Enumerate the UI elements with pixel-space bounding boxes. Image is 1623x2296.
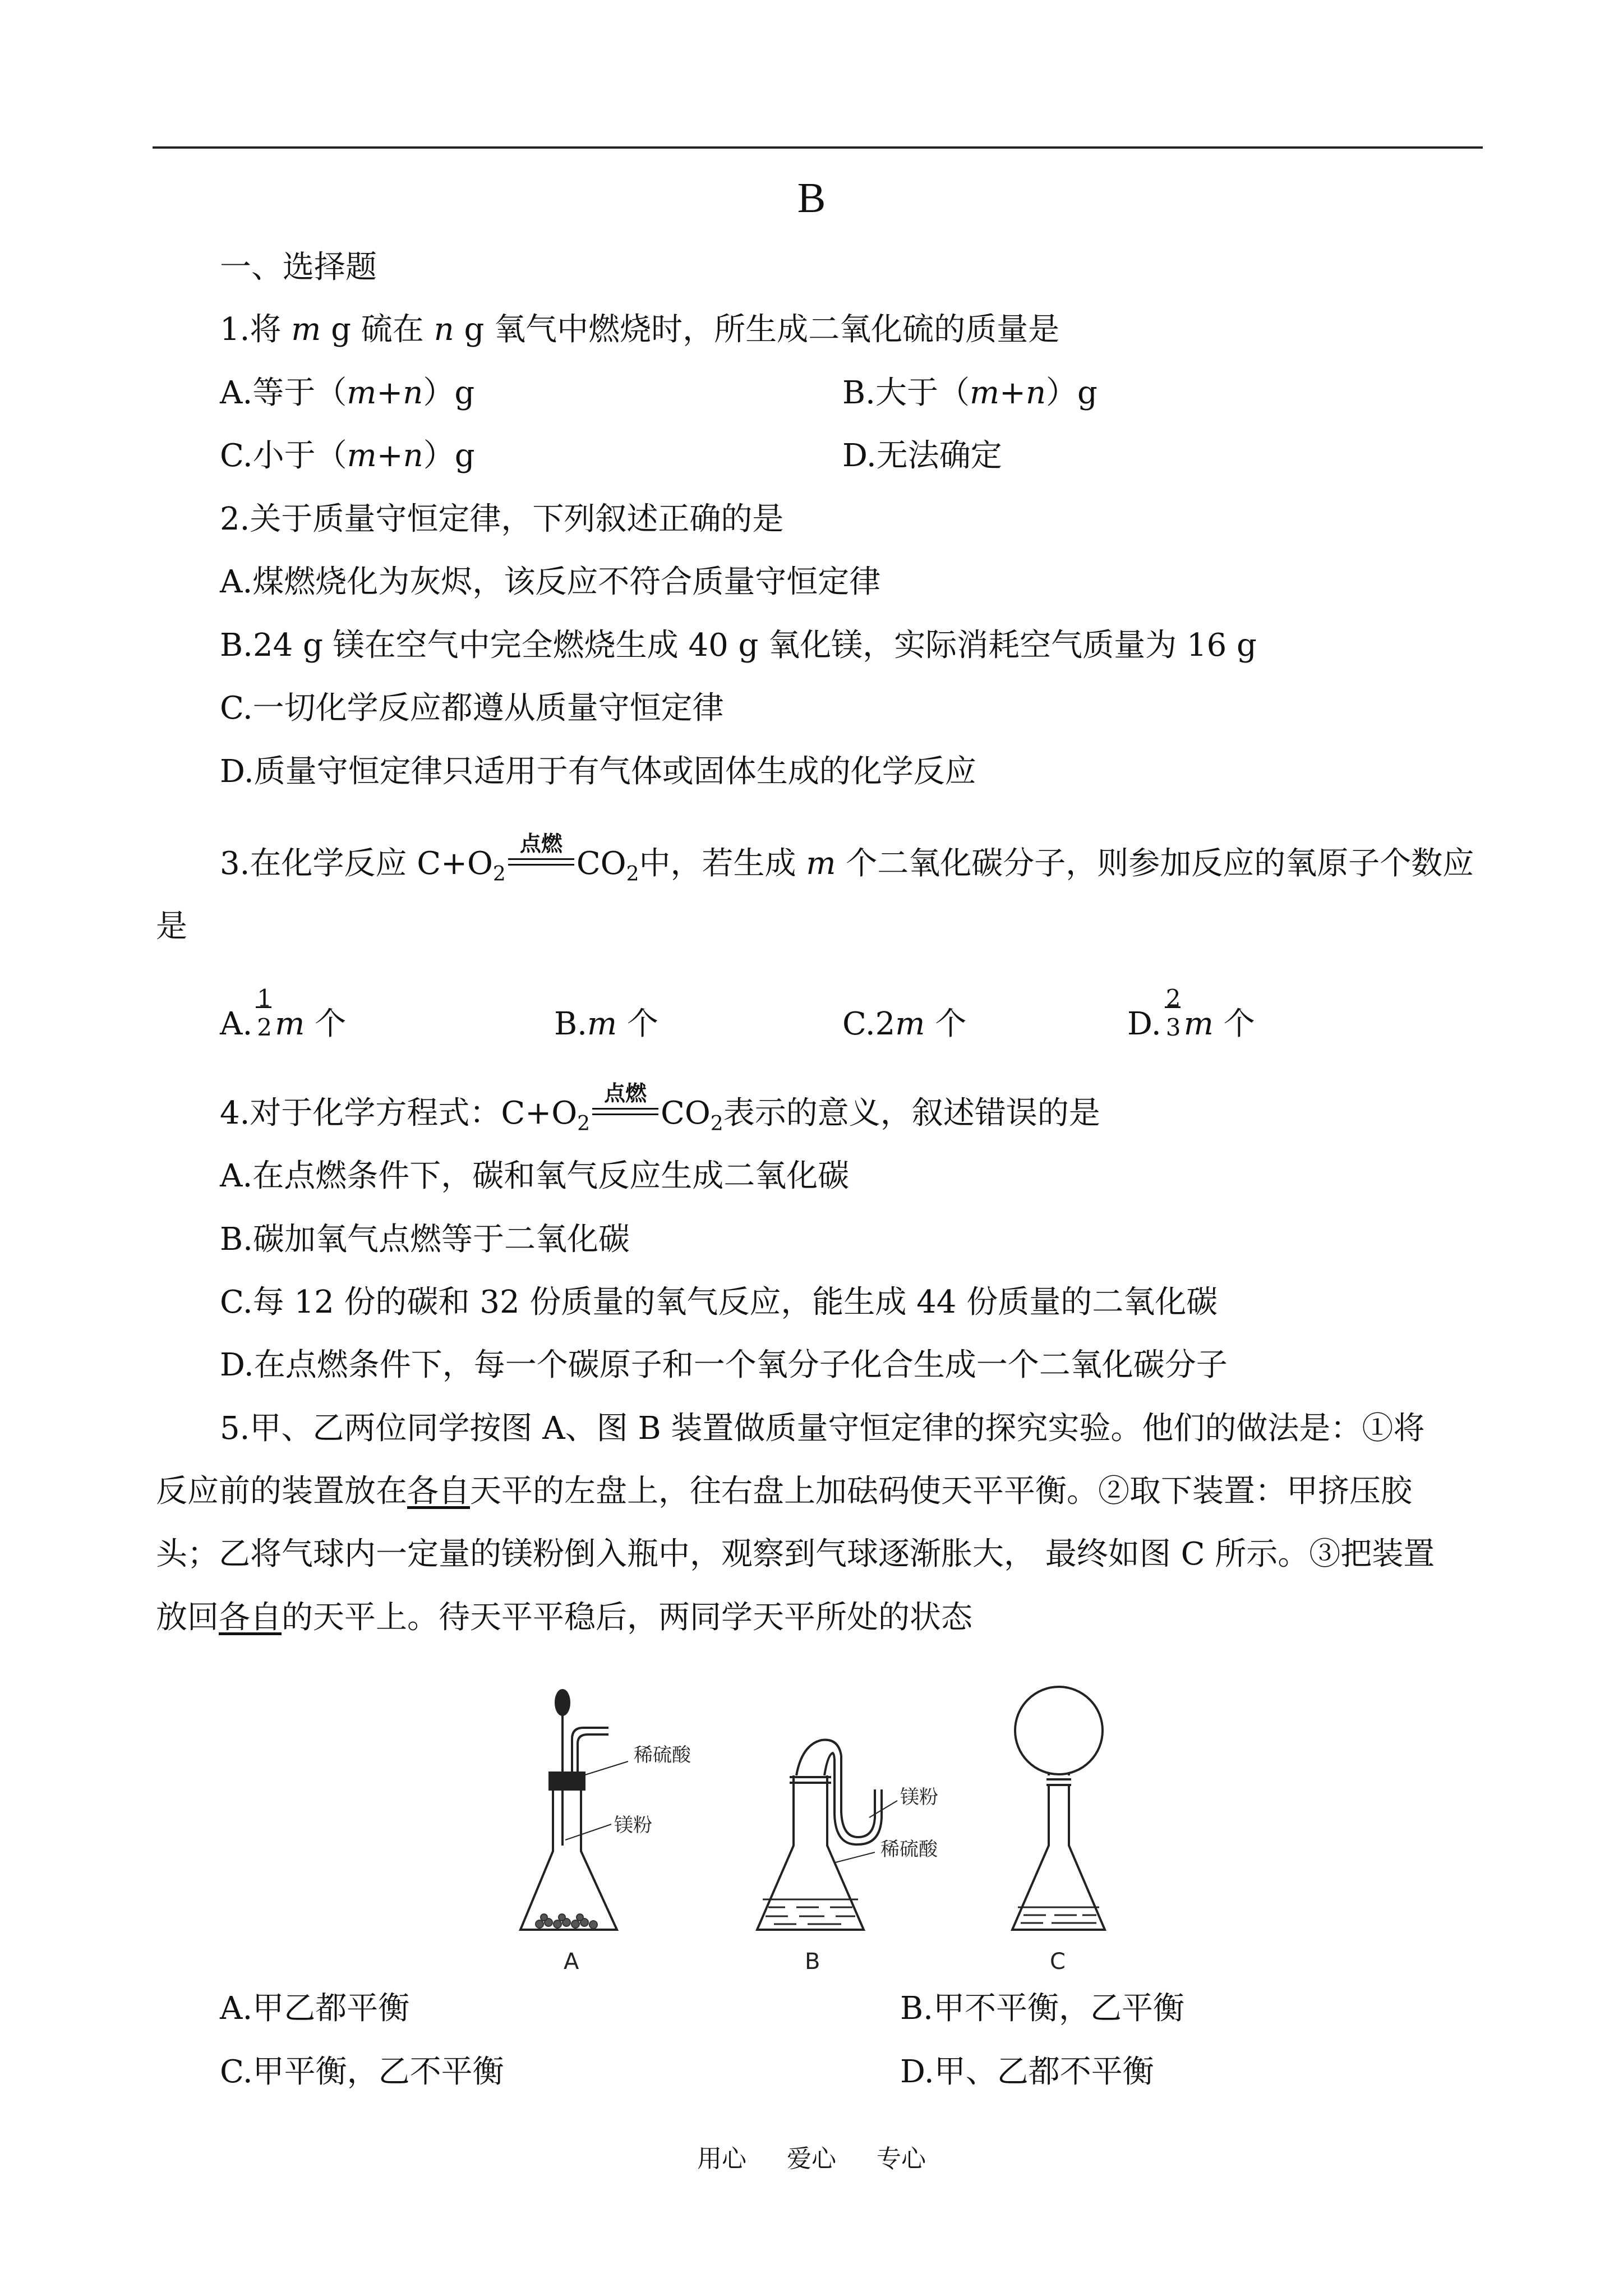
q1-option-b: B.大于（m+n）g [842, 375, 1098, 411]
label-acid-b: 稀硫酸 [880, 1838, 938, 1861]
q5-line-3: 头；乙将气球内一定量的镁粉倒入瓶中，观察到气球逐渐胀大， 最终如图 C 所示。③把装置 [156, 1536, 1435, 1572]
page-letter: B [797, 174, 826, 222]
q2-option-a: A.煤燃烧化为灰烬，该反应不符合质量守恒定律 [220, 564, 881, 600]
header-rule [153, 146, 1483, 149]
experiment-figure [494, 1677, 1245, 1986]
q2-option-b: B.24 g 镁在空气中完全燃烧生成 40 g 氧化镁，实际消耗空气质量为 16 g [220, 627, 1257, 664]
q2-stem: 2.关于质量守恒定律，下列叙述正确的是 [220, 501, 784, 537]
q3-stem-wrap: 是 [156, 908, 187, 945]
q1-option-d: D.无法确定 [842, 438, 1002, 474]
label-acid-a: 稀硫酸 [634, 1744, 691, 1766]
section-title: 一、选择题 [220, 249, 377, 286]
q5-line-1: 5.甲、乙两位同学按图 A、图 B 装置做质量守恒定律的探究实验。他们的做法是：①将 [220, 1410, 1425, 1447]
q1-stem: 1.将 m g 硫在 n g 氧气中燃烧时，所生成二氧化硫的质量是 [220, 311, 1060, 348]
q1-option-a: A.等于（m+n）g [220, 375, 475, 411]
fraction: 2 3 [1165, 984, 1181, 1041]
label-mg-a: 镁粉 [614, 1814, 652, 1837]
flask-c [1012, 1687, 1105, 1930]
caption-b: B [805, 1949, 820, 1975]
q4-option-d: D.在点燃条件下，每一个碳原子和一个氧分子化合生成一个二氧化碳分子 [220, 1347, 1228, 1383]
q5-option-d: D.甲、乙都不平衡 [900, 2054, 1154, 2090]
caption-c: C [1050, 1949, 1066, 1975]
q5-option-b: B.甲不平衡，乙平衡 [900, 1990, 1184, 2027]
q5-line-2: 反应前的装置放在各自天平的左盘上，往右盘上加砝码使天平平衡。②取下装置：甲挤压胶 [156, 1473, 1412, 1510]
reaction-arrow: 点燃 [508, 844, 574, 877]
q2-option-d: D.质量守恒定律只适用于有气体或固体生成的化学反应 [220, 753, 976, 790]
q3-stem: 3.在化学反应 $C+O_2$ 点燃 $CO_2$中，若生成 m 个二氧化碳分子，则参加反应的氧原子个数应 [220, 831, 1474, 886]
q4-option-c: C.每 12 份的碳和 32 份质量的氧气反应，能生成 44 份质量的二氧化碳 [220, 1284, 1218, 1320]
q3-option-c: C.2m 个 [842, 1006, 967, 1042]
q3-option-b: B.m 个 [554, 1006, 658, 1042]
q5-option-c: C.甲平衡，乙不平衡 [220, 2054, 504, 2090]
reaction-arrow: 点燃 [592, 1093, 658, 1127]
flask-b [757, 1740, 897, 1930]
q1-option-c: C.小于（m+n）g [220, 438, 475, 474]
caption-a: A [564, 1949, 579, 1975]
page-footer: 用心 爱心 专心 [697, 2145, 926, 2173]
q5-option-a: A.甲乙都平衡 [220, 1990, 410, 2027]
q2-option-c: C.一切化学反应都遵从质量守恒定律 [220, 690, 724, 726]
q3-option-a: A. 1 2 m 个 [220, 1002, 346, 1047]
q5-line-4: 放回各自的天平上。待天平平稳后，两同学天平所处的状态 [156, 1599, 972, 1636]
q3-option-d: D. 2 3 m 个 [1127, 1002, 1255, 1047]
flask-a [520, 1690, 628, 1930]
q4-option-b: B.碳加氧气点燃等于二氧化碳 [220, 1221, 630, 1258]
q4-option-a: A.在点燃条件下，碳和氧气反应生成二氧化碳 [220, 1158, 850, 1194]
q4-stem: 4.对于化学方程式：$C+O_2$ 点燃 $CO_2$表示的意义，叙述错误的是 [220, 1080, 1100, 1135]
label-mg-b: 镁粉 [900, 1786, 938, 1809]
fraction: 1 2 [257, 984, 272, 1041]
